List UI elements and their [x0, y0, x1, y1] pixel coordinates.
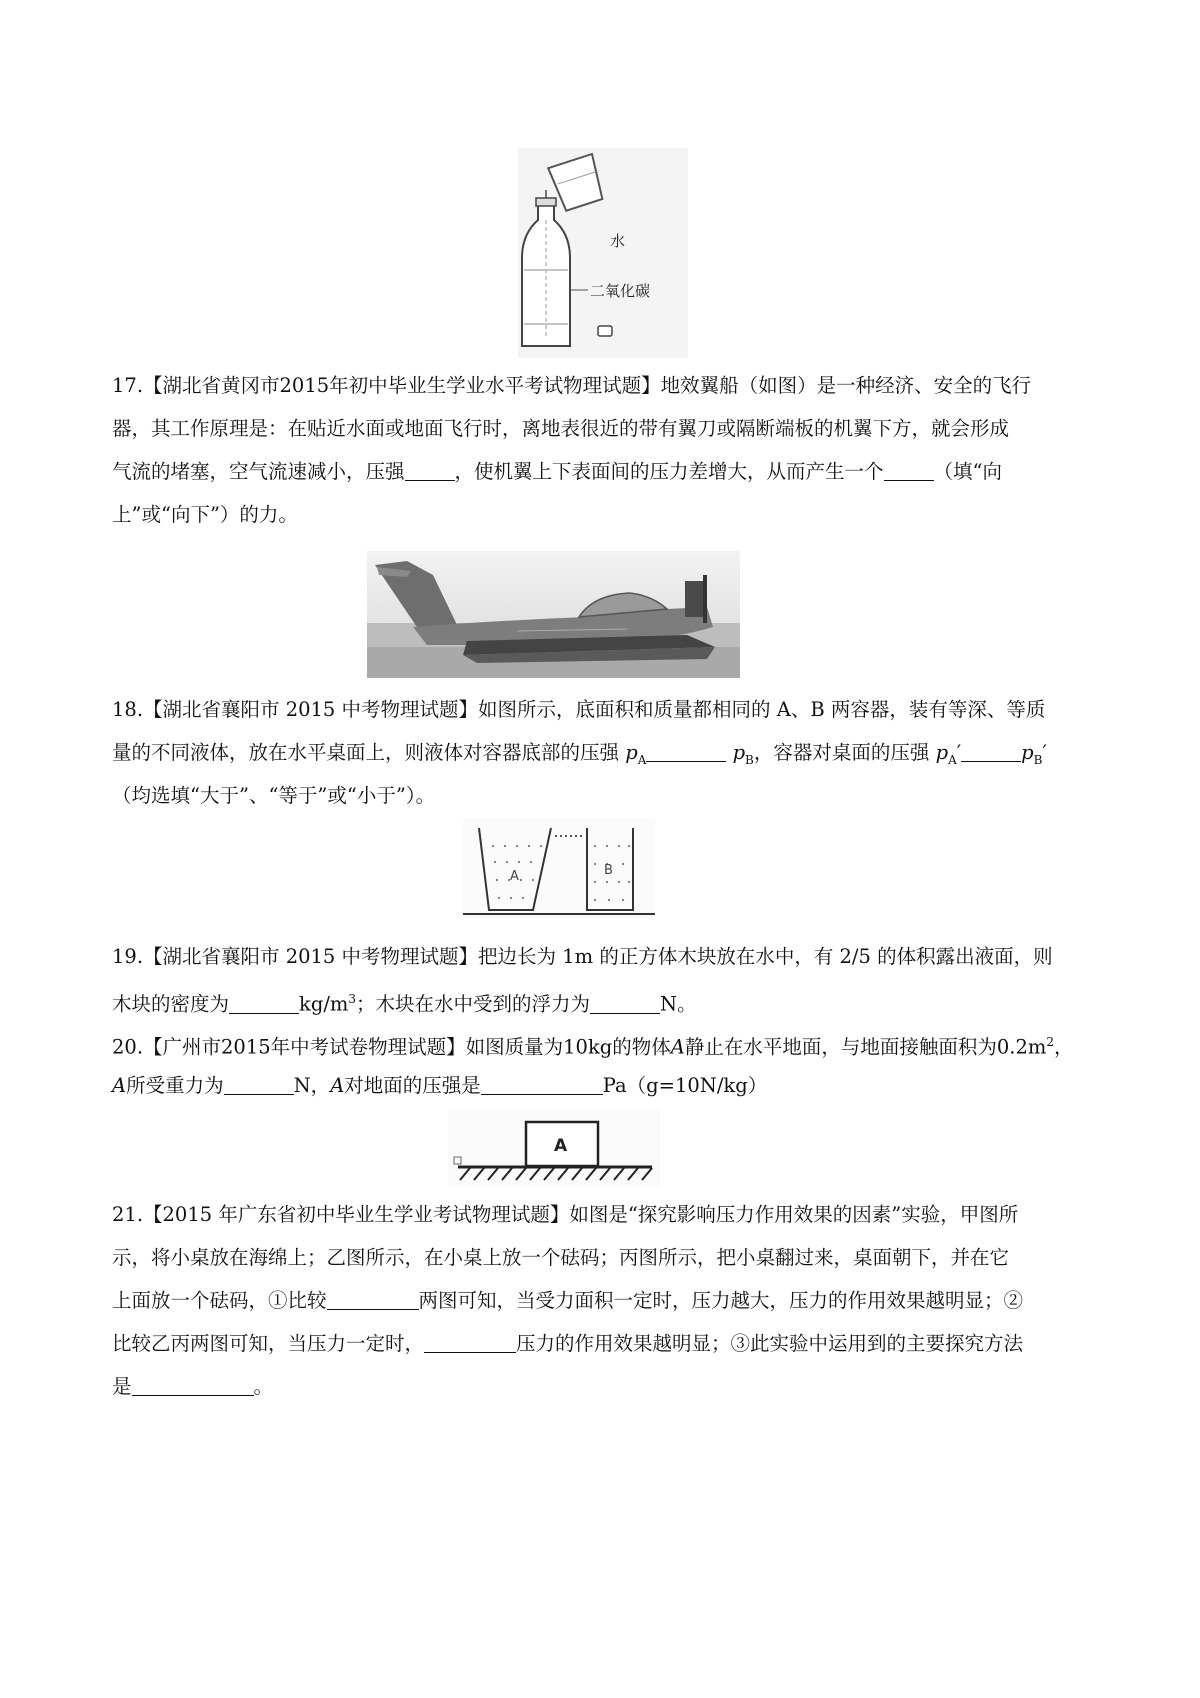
q19-text-b: ；木块在水中受到的浮力为: [356, 992, 591, 1016]
block-a-label: A: [554, 1136, 568, 1156]
ground-effect-ship-figure: [367, 551, 740, 678]
p-symbol: p: [625, 741, 638, 764]
q21-line-4: [112, 1322, 1098, 1365]
q17-line-3: [112, 450, 1098, 493]
q20-text-f: 对地面的压强是: [344, 1074, 481, 1097]
bottle-co2-figure: [518, 148, 688, 358]
q20-text-g: Pa（g=10N/kg）: [602, 1074, 768, 1097]
q21-blank-2[interactable]: [424, 1330, 516, 1353]
q19-blank-1[interactable]: [229, 991, 299, 1014]
q21-text-f: 。: [253, 1375, 274, 1398]
q17-line-4: 上”或“向下”）的力。: [112, 503, 298, 526]
q19-text-c: N。: [660, 992, 697, 1016]
sub-b: B: [1033, 752, 1043, 767]
var-a: A: [112, 1074, 127, 1097]
q20-blank-1[interactable]: [224, 1072, 294, 1095]
q21-text-c: 比较乙丙两图可知，当压力一定时，: [112, 1332, 425, 1355]
q18-line-1: 18.【湖北省襄阳市 2015 中考物理试题】如图所示，底面积和质量都相同的 A、B 两容器，装有等深、等质: [112, 698, 1046, 721]
q20-text-b: 静止在水平地面，与地面接触面积为0.2m: [684, 1035, 1047, 1059]
q18-line-2: [112, 731, 1098, 774]
q19-line-2: [112, 978, 1098, 1021]
q20-blank-2[interactable]: [481, 1072, 603, 1095]
co2-label: 二氧化碳: [590, 282, 651, 300]
var-a: A: [330, 1074, 345, 1097]
q21-text-b: 两图可知，当受力面积一定时，压力越大，压力的作用效果越明显；②: [418, 1289, 1024, 1312]
q17-blank-1[interactable]: [405, 458, 455, 481]
q21-line-2: 示，将小桌放在海绵上；乙图所示，在小桌上放一个砝码；丙图所示，把小桌翻过来，桌面朝下，并在它: [112, 1246, 1010, 1269]
sup-3: 3: [348, 992, 357, 1006]
q21-line-3: [112, 1279, 1098, 1322]
q18-text-a: 量的不同液体，放在水平桌面上，则液体对容器底部的压强: [112, 741, 626, 764]
q17-line-1: 17.【湖北省黄冈市2015年初中毕业生学业水平考试物理试题】地效翼船（如图）是一种经济、安全的飞行: [112, 374, 1032, 397]
q19-blank-2[interactable]: [590, 991, 660, 1014]
var-a: A: [670, 1035, 685, 1059]
containers-figure: [463, 818, 655, 918]
q17-text-a: 气流的堵塞，空气流速减小，压强: [112, 460, 405, 483]
q21-line-5: [112, 1365, 1098, 1408]
q20-text-d: 所受重力为: [126, 1074, 224, 1097]
sub-b: B: [745, 752, 754, 767]
q21-text-a: 上面放一个砝码，①比较: [112, 1289, 327, 1312]
q17-text-b: ，使机翼上下表面间的压力差增大，从而产生一个: [454, 460, 884, 483]
q21-text-e: 是: [112, 1375, 132, 1398]
question-17: [112, 364, 1098, 536]
q21-blank-1[interactable]: [327, 1287, 419, 1310]
question-18: [112, 688, 1098, 817]
sup-2: 2: [1046, 1035, 1054, 1049]
q20-text-a: 20.【广州市2015年中考试卷物理试题】如图质量为10kg的物体: [112, 1035, 671, 1059]
q17-text-c: （填“向: [933, 460, 1003, 483]
container-a-label: A: [510, 869, 519, 884]
water-label: 水: [610, 232, 626, 250]
q20-text-e: N，: [293, 1074, 331, 1097]
p-symbol: p: [732, 741, 746, 764]
q21-blank-3[interactable]: [132, 1373, 254, 1396]
prime-mark: ′: [956, 741, 962, 764]
q17-line-2: 器，其工作原理是：在贴近水面或地面飞行时，离地表很近的带有翼刀或隔断端板的机翼下方，就会形成: [112, 417, 1010, 440]
q18-text-b: ，容器对桌面的压强: [753, 741, 936, 764]
q19-line-1: 19.【湖北省襄阳市 2015 中考物理试题】把边长为 1m 的正方体木块放在水中，有 2/5 的体积露出液面，则: [112, 945, 1053, 968]
q21-line-1: 21.【2015 年广东省初中毕业生学业考试物理试题】如图是“探究影响压力作用效果的因素”实验，甲图所: [112, 1203, 1019, 1226]
q18-blank-1[interactable]: [646, 739, 726, 762]
prime-mark: ′: [1042, 741, 1047, 764]
question-19: [112, 935, 1098, 1021]
block-on-ground-figure: [448, 1110, 660, 1186]
q19-text-a: 木块的密度为: [112, 992, 230, 1016]
unit-kg-m: kg/m: [299, 992, 349, 1016]
q18-line-3: （均选填“大于”、“等于”或“小于”）。: [112, 784, 436, 807]
p-symbol: p: [1021, 741, 1034, 764]
question-20: [112, 1021, 1098, 1107]
q17-blank-2[interactable]: [884, 458, 934, 481]
p-symbol: p: [935, 741, 949, 764]
sub-a: A: [948, 752, 957, 767]
question-21: [112, 1193, 1098, 1408]
container-b-label: B: [604, 863, 613, 878]
q21-text-d: 压力的作用效果越明显；③此实验中运用到的主要探究方法: [516, 1332, 1024, 1355]
q18-blank-2[interactable]: [961, 739, 1021, 762]
q20-line-2: [112, 1064, 1098, 1107]
q20-text-c: ，: [1054, 1035, 1074, 1059]
sub-a: A: [637, 752, 647, 767]
q20-line-1: [112, 1021, 1098, 1064]
